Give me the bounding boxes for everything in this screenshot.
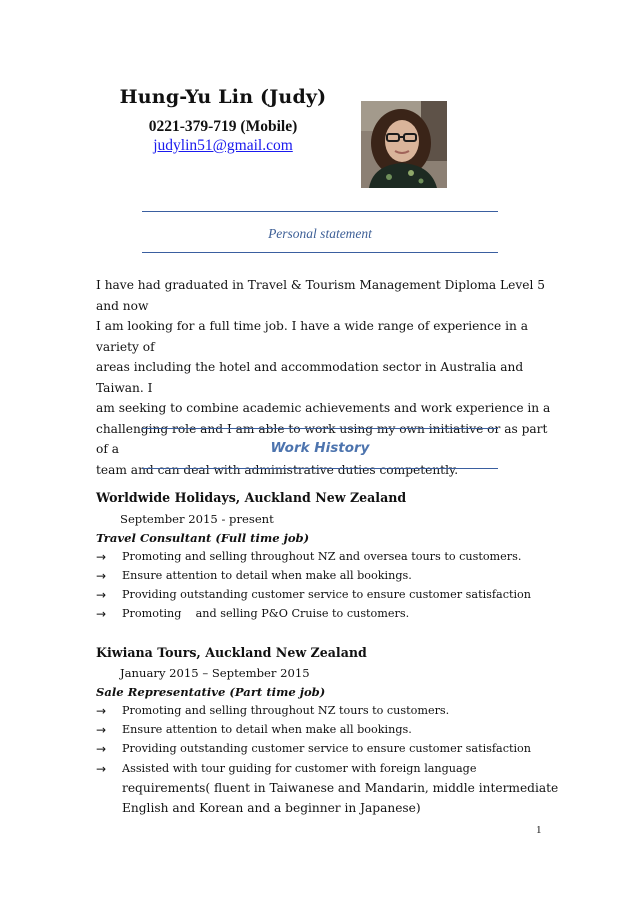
arrow-right-icon: →: [96, 550, 107, 564]
divider: [142, 428, 498, 429]
phone-number: 0221-379-719 (Mobile): [148, 118, 298, 135]
page-number: 1: [536, 824, 542, 836]
statement-line: challenging role and I am able to work using my own initiative or as part of a: [96, 421, 548, 456]
arrow-right-icon: →: [96, 569, 107, 583]
statement-line: areas including the hotel and accommodation sector in Australia and Taiwan. I: [96, 360, 524, 395]
job-dates: September 2015 - present: [120, 512, 274, 526]
job-role: Sale Representative (Part time job): [96, 685, 326, 699]
divider: [142, 211, 498, 212]
arrow-right-icon: →: [96, 762, 107, 776]
bullet-text: Ensure attention to detail when make all bookings.: [122, 723, 412, 736]
profile-photo-image: [361, 101, 447, 188]
work-history-heading: Work History: [270, 440, 370, 456]
statement-line: I have had graduated in Travel & Tourism Management Diploma Level 5 and now: [96, 278, 545, 313]
bullet-text: Providing outstanding customer service to ensure customer satisfaction: [122, 588, 531, 601]
statement-line: team and can deal with administrative duties competently.: [96, 462, 459, 477]
arrow-right-icon: →: [96, 607, 107, 621]
bullet-continuation: English and Korean and a beginner in Japanese): [122, 801, 421, 815]
job-dates: January 2015 – September 2015: [120, 666, 310, 680]
bullet-text: Providing outstanding customer service to ensure customer satisfaction: [122, 742, 531, 755]
arrow-right-icon: →: [96, 742, 107, 756]
email-link[interactable]: judylin51@gmail.com: [153, 137, 293, 154]
job-role: Travel Consultant (Full time job): [96, 531, 310, 545]
personal-statement-heading: Personal statement: [268, 226, 372, 241]
bullet-text: Promoting and selling P&O Cruise to customers.: [122, 607, 410, 620]
bullet-text: Promoting and selling throughout NZ and oversea tours to customers.: [122, 550, 522, 563]
statement-line: am seeking to combine academic achievements and work experience in a: [96, 401, 551, 415]
bullet-text: Promoting and selling throughout NZ tours to customers.: [122, 704, 450, 717]
job-employer: Kiwiana Tours, Auckland New Zealand: [96, 645, 367, 660]
statement-line: I am looking for a full time job. I have a wide range of experience in a variety of: [96, 319, 528, 354]
bullet-continuation: requirements( fluent in Taiwanese and Mandarin, middle intermediate: [122, 781, 559, 795]
bullet-text: Ensure attention to detail when make all bookings.: [122, 569, 412, 582]
bullet-text: Assisted with tour guiding for customer with foreign language: [122, 762, 477, 775]
arrow-right-icon: →: [96, 704, 107, 718]
divider: [142, 252, 498, 253]
profile-photo: [361, 101, 447, 188]
arrow-right-icon: →: [96, 588, 107, 602]
candidate-name: Hung-Yu Lin (Judy): [119, 86, 327, 108]
job-employer: Worldwide Holidays, Auckland New Zealand: [96, 490, 407, 505]
arrow-right-icon: →: [96, 723, 107, 737]
divider: [142, 468, 498, 469]
